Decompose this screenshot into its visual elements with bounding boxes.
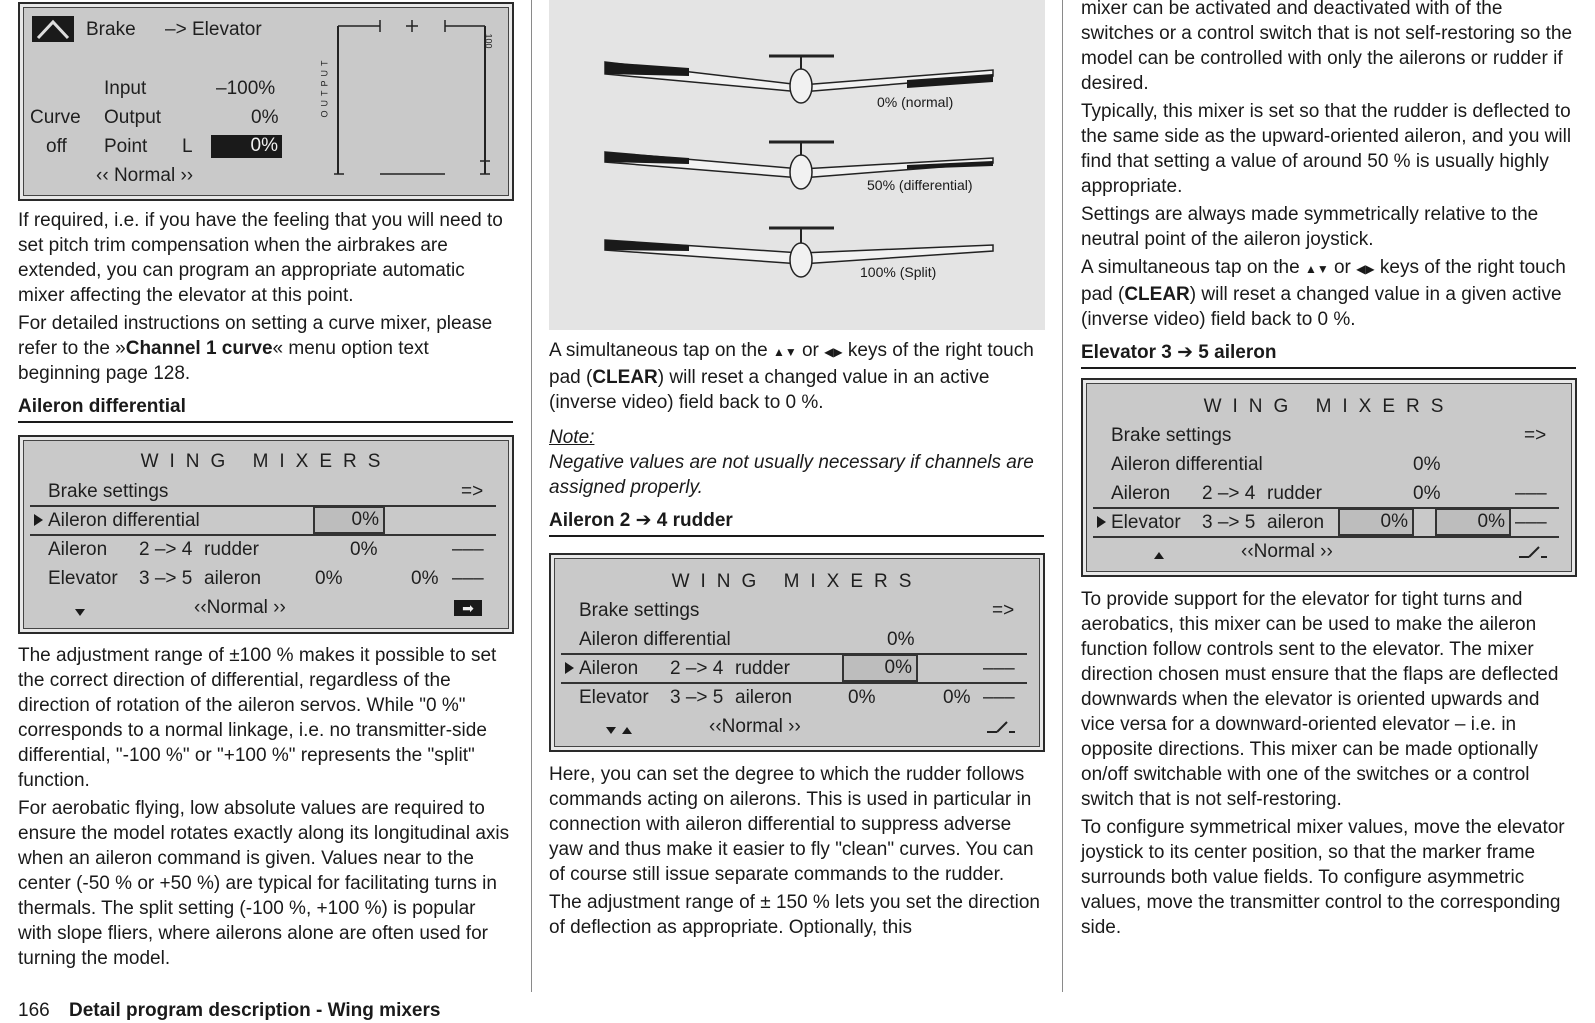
label-normal: 0% (normal)	[877, 94, 954, 110]
output-label: Output	[104, 107, 162, 128]
output-value: 0%	[251, 107, 279, 128]
selection-cursor-icon	[565, 658, 574, 680]
col2-paragraph-2: Here, you can set the degree to which the rudder follows commands acting on ailerons. This is used in particular in connection with aileron differential to suppress adverse yaw and thus make it easier to fly "clean" curves. You can of course still issue separate commands to the rudder.	[549, 764, 1034, 885]
left-right-keys-icon: ◀▶	[824, 345, 843, 359]
screen-title: WING MIXERS	[140, 451, 392, 472]
normal-selector[interactable]: ‹‹ Normal ››	[96, 165, 194, 186]
switch-dashes[interactable]: –––	[1515, 483, 1547, 504]
brake-settings-arrow[interactable]: =>	[992, 600, 1015, 621]
brake-settings-item[interactable]: Brake settings	[48, 481, 169, 502]
aileron-target-label: aileron	[1267, 512, 1325, 533]
separator	[1093, 536, 1559, 538]
back-icon[interactable]	[32, 16, 74, 42]
graph-axis-label: OUTPUT	[319, 56, 330, 118]
mix-arrow: –>	[165, 19, 187, 40]
point-value-field[interactable]: 0%	[211, 135, 282, 158]
col3-paragraph-1: mixer can be activated and deactivated with of the switches or a control switch that is not self-restoring so the model can be controlled with only the ailerons or rudder if desired.	[1081, 0, 1573, 94]
col1-paragraph-4: For aerobatic flying, low absolute values are required to ensure the model rotates exactly along its longitudinal axis when an aileron command is given. Values near to the center (-50 % or +50 %) are typical for facilitating turns in thermals. The split setting (-100 %, +100 %) is popular with slope fliers, where ailerons alone are often used for turning the model.	[18, 798, 510, 969]
separator	[561, 653, 1027, 655]
curve-label: Curve	[30, 107, 81, 128]
channel-3-5: 3 –> 5	[670, 687, 724, 708]
selection-cursor-icon	[34, 510, 43, 532]
column-3	[1081, 0, 1576, 369]
brake-elevator-curve-screen	[18, 2, 514, 201]
diff-value[interactable]: 0%	[887, 629, 915, 650]
col3-paragraph-2: Typically, this mixer is set so that the rudder is deflected to the same side as the upward-oriented aileron, and you will find that setting a value of around 50 % is usually highly appropriate.	[1081, 101, 1572, 197]
brake-settings-item[interactable]: Brake settings	[1111, 425, 1232, 446]
aileron-label: Aileron	[48, 539, 108, 560]
column-1	[18, 208, 513, 423]
page-number: 166	[18, 1000, 50, 1021]
curve-graph	[320, 16, 500, 186]
column-2	[549, 338, 1044, 537]
normal-selector[interactable]: ‹‹Normal ››	[709, 716, 801, 737]
column-divider-right	[1062, 0, 1063, 992]
scroll-down-icon[interactable]	[75, 600, 85, 622]
label-split: 100% (Split)	[860, 264, 937, 280]
note-label: Note:	[549, 427, 595, 448]
selection-cursor-icon	[1097, 512, 1106, 534]
graph-top-value: 100	[483, 33, 494, 49]
next-page-arrow-icon[interactable]: ➡	[454, 600, 482, 616]
column-2-lower	[549, 762, 1044, 940]
switch-dashes[interactable]: –––	[452, 568, 484, 589]
channel-2-4: 2 –> 4	[139, 539, 193, 560]
brake-label: Brake	[86, 19, 136, 40]
scroll-up-icon[interactable]	[622, 718, 632, 740]
point-label: Point	[104, 136, 148, 157]
switch-dashes[interactable]: –––	[452, 539, 484, 560]
brake-settings-arrow[interactable]: =>	[461, 481, 484, 502]
page-footer	[18, 1000, 440, 1022]
elevator-label: Elevator	[192, 19, 262, 40]
switch-icon[interactable]	[985, 718, 1017, 740]
aileron-target-label: aileron	[735, 687, 793, 708]
col1-paragraph-2: For detailed instructions on setting a curve mixer, please refer to the »Channel 1 curve« menu option text beginning page 128.	[18, 313, 493, 384]
footer-title: Detail program description - Wing mixers	[68, 1000, 441, 1021]
rudder-value[interactable]: 0%	[350, 539, 378, 560]
switch-dashes[interactable]: –––	[1515, 512, 1547, 533]
point-side: L	[182, 136, 193, 157]
channel-2-4: 2 –> 4	[670, 658, 724, 679]
normal-label: Normal	[113, 165, 176, 186]
switch-dashes[interactable]: –––	[983, 658, 1015, 679]
rudder-label: rudder	[1267, 483, 1322, 504]
brake-settings-item[interactable]: Brake settings	[579, 600, 700, 621]
aileron-label[interactable]: Aileron	[579, 658, 639, 679]
rudder-label: rudder	[735, 658, 790, 679]
separator	[30, 505, 496, 507]
wing-mixers-screen-2	[549, 553, 1045, 752]
elevator-right-value[interactable]: 0%	[943, 687, 971, 708]
column-divider-left	[531, 0, 532, 992]
diff-value-field[interactable]: 0%	[313, 506, 385, 534]
col3-paragraph-3: Settings are always made symmetrically relative to the neutral point of the aileron joystick.	[1081, 204, 1539, 250]
column-1-lower	[18, 643, 513, 971]
curve-off-label: off	[46, 136, 67, 157]
col3-paragraph-6: To configure symmetrical mixer values, move the elevator joystick to its center position, so that the marker frame surrounds both value fields. To configure asymmetric values, move the transmitter control to the corresponding side.	[1081, 817, 1565, 938]
elevator-left-value[interactable]: 0%	[848, 687, 876, 708]
label-differential: 50% (differential)	[867, 177, 973, 193]
aileron-differential-figure	[549, 0, 1045, 330]
column-3-lower	[1081, 587, 1576, 940]
channel-3-5: 3 –> 5	[139, 568, 193, 589]
elevator-right-value-field[interactable]: 0%	[1435, 508, 1511, 536]
rudder-value-field[interactable]: 0%	[842, 654, 918, 682]
screen-title: WING MIXERS	[1203, 396, 1455, 417]
aileron-label: Aileron	[1111, 483, 1171, 504]
rudder-label: rudder	[204, 539, 259, 560]
aileron-differential-item[interactable]: Aileron differential	[1111, 454, 1263, 475]
scroll-up-icon[interactable]	[1154, 543, 1164, 565]
left-right-keys-icon: ◀▶	[1356, 262, 1375, 276]
up-down-keys-icon: ▲▼	[1304, 262, 1329, 276]
elevator-label: Elevator	[48, 568, 118, 589]
normal-selector[interactable]: ‹‹Normal ››	[194, 597, 286, 618]
col2-paragraph-1: A simultaneous tap on the ▲▼ or ◀▶ keys of the right touch pad (CLEAR) will reset a changed value in an active (inverse video) field back to 0 %.	[549, 340, 1034, 413]
separator	[30, 534, 496, 536]
heading-elevator-aileron: Elevator 3 ➔ 5 aileron	[1081, 341, 1576, 369]
brake-settings-arrow[interactable]: =>	[1524, 425, 1547, 446]
wing-mixers-screen-1	[18, 435, 514, 634]
scroll-down-icon[interactable]	[606, 718, 616, 740]
elevator-left-value[interactable]: 0%	[315, 568, 343, 589]
heading-aileron-rudder: Aileron 2 ➔ 4 rudder	[549, 509, 1044, 537]
note-text: Negative values are not usually necessary if channels are assigned properly.	[549, 452, 1034, 498]
col3-paragraph-5: To provide support for the elevator for tight turns and aerobatics, this mixer can be used to make the aileron function follow controls sent to the elevator. The mixer direction chosen must ensure that the flaps are deflected downwards when the elevator is oriented upwards and vice versa for a downward-oriented elevator – i.e. in opposite directions. This mixer can be made optionally on/off switchable with one of the switches or a control switch that is not self-restoring.	[1081, 589, 1559, 810]
switch-icon[interactable]	[1517, 543, 1549, 565]
aileron-target-label: aileron	[204, 568, 262, 589]
col2-paragraph-3: The adjustment range of ± 150 % lets you set the direction of deflection as appropriate. Optionally, this	[549, 892, 1040, 938]
channel-2-4: 2 –> 4	[1202, 483, 1256, 504]
up-down-keys-icon: ▲▼	[772, 345, 797, 359]
aileron-differential-item[interactable]: Aileron differential	[48, 510, 200, 531]
heading-aileron-differential: Aileron differential	[18, 395, 513, 423]
col1-paragraph-1: If required, i.e. if you have the feeling that you will need to set pitch trim compensation when the airbrakes are extended, you can program an appropriate automatic mixer affecting the elevator at this point.	[18, 210, 503, 306]
elevator-left-value-field[interactable]: 0%	[1338, 508, 1414, 536]
rudder-value[interactable]: 0%	[1413, 483, 1441, 504]
input-label: Input	[104, 78, 147, 99]
aileron-differential-item[interactable]: Aileron differential	[579, 629, 731, 650]
elevator-label: Elevator	[579, 687, 649, 708]
col3-paragraph-4: A simultaneous tap on the ▲▼ or ◀▶ keys of the right touch pad (CLEAR) will reset a changed value in a given active (inverse video) field back to 0 %.	[1081, 257, 1566, 330]
screen-title: WING MIXERS	[671, 571, 923, 592]
input-value: –100%	[216, 78, 276, 99]
elevator-right-value[interactable]: 0%	[411, 568, 439, 589]
diff-value[interactable]: 0%	[1413, 454, 1441, 475]
channel-3-5: 3 –> 5	[1202, 512, 1256, 533]
normal-selector[interactable]: ‹‹Normal ››	[1241, 541, 1333, 562]
elevator-label[interactable]: Elevator	[1111, 512, 1181, 533]
separator	[561, 682, 1027, 684]
col1-paragraph-3: The adjustment range of ±100 % makes it possible to set the correct direction of differential, regardless of the direction of rotation of the aileron servos. While "0 %" corresponds to a normal linkage, i.e. no transmitter-side differential, "-100 %" or "+100 %" represents the "split" function.	[18, 645, 497, 791]
switch-dashes[interactable]: –––	[983, 687, 1015, 708]
wing-mixers-screen-3	[1081, 378, 1577, 577]
